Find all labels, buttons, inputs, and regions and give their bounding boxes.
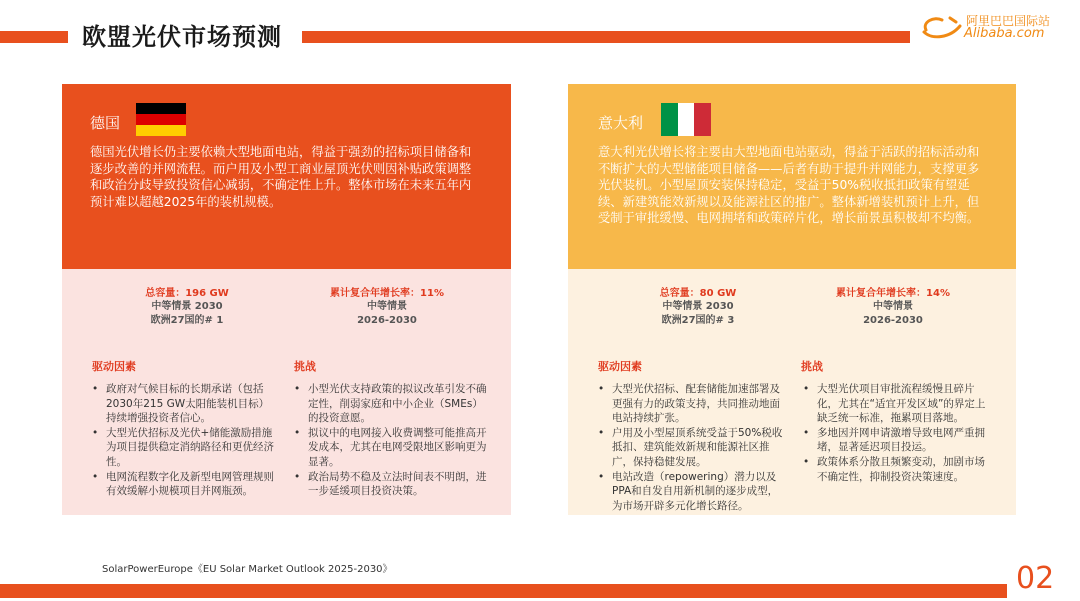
germany-drivers-list — [90, 382, 278, 499]
italy-card-body — [568, 269, 1016, 515]
stat-capacity: 总容量：196 GW — [145, 288, 229, 299]
stat-scenario: 中等情景 — [873, 301, 913, 313]
list-item: • 大型光伏项目审批流程缓慢且碎片化，尤其在“适宜开发区域”的界定上缺乏统一标准，拖累项目落地。 — [801, 382, 993, 426]
source-citation: SolarPowerEurope《EU Solar Market Outlook 2025-2030》 — [102, 564, 393, 575]
list-item: • 大型光伏招标及光伏+储能激励措施为项目提供稳定消纳路径和更优经济性。 — [90, 426, 278, 470]
alibaba-smile-icon — [920, 14, 964, 40]
italy-capacity-stat — [648, 287, 748, 327]
footer-accent-bar — [0, 584, 1007, 598]
list-item: • 拟议中的电网接入收费调整可能推高开发成本，尤其在电网受限地区影响更为显著。 — [292, 426, 487, 470]
germany-description: 德国光伏增长仍主要依赖大型地面电站，得益于强劲的招标项目储备和逐步改善的并网流程。而户用及小型工商业屋顶光伏则因补贴政策调整和政治分歧导致投资信心减弱，不确定性上升。整体市场在未来五年内预计难以超越2025年的装机规模。 — [90, 145, 472, 209]
germany-drivers-title: 驱动因素 — [92, 360, 136, 373]
stat-rank: 欧洲27国的# 1 — [150, 314, 224, 326]
italy-card — [568, 84, 1016, 515]
list-item: • 大型光伏招标、配套储能加速部署及更强有力的政策支持，共同推动地面电站持续扩张。 — [596, 382, 788, 426]
title-accent-bar-right — [302, 31, 910, 43]
germany-flag-icon — [136, 103, 186, 136]
stat-period: 2026-2030 — [357, 314, 417, 326]
list-item: • 户用及小型屋顶系统受益于50%税收抵扣、建筑能效新规和能源社区推广，保持稳健发展。 — [596, 426, 788, 470]
list-item: • 多地因并网申请激增导致电网严重拥堵，显著延迟项目投运。 — [801, 426, 993, 455]
germany-challenges-title: 挑战 — [294, 360, 316, 373]
list-item: • 政治局势不稳及立法时间表不明朗，进一步延缓项目投资决策。 — [292, 470, 487, 499]
stat-capacity: 总容量：80 GW — [659, 288, 737, 299]
list-item: • 电网流程数字化及新型电网管理规则有效缓解小规模项目并网瓶颈。 — [90, 470, 278, 499]
list-item: • 电站改造（repowering）潜力以及PPA和自发自用新机制的逐步成型，为市场开辟多元化增长路径。 — [596, 470, 788, 514]
germany-capacity-stat — [137, 287, 237, 327]
italy-drivers-title: 驱动因素 — [598, 360, 642, 373]
germany-card-header — [62, 84, 511, 269]
germany-challenges-list — [292, 382, 487, 499]
page-title: 欧盟光伏市场预测 — [82, 23, 282, 51]
germany-cagr-stat — [317, 287, 457, 327]
italy-card-header — [568, 84, 1016, 269]
stat-scenario: 中等情景 2030 — [151, 301, 223, 313]
list-item: • 政策体系分散且频繁变动，加剧市场不确定性，抑制投资决策速度。 — [801, 455, 993, 484]
list-item: • 政府对气候目标的长期承诺（包括2030年215 GW太阳能装机目标）持续增强投资者信心。 — [90, 382, 278, 426]
stat-cagr: 累计复合年增长率：14% — [836, 288, 950, 299]
stat-scenario: 中等情景 2030 — [662, 301, 734, 313]
logo-chinese-text: 阿里巴巴国际站 — [966, 14, 1051, 28]
stat-period: 2026-2030 — [863, 314, 923, 326]
stat-rank: 欧洲27国的# 3 — [661, 314, 735, 326]
stat-cagr: 累计复合年增长率：11% — [330, 288, 444, 299]
logo-english-text: Alibaba.com — [964, 26, 1045, 41]
italy-flag-icon — [661, 103, 711, 136]
page-number: 02 — [1016, 561, 1055, 596]
stat-scenario: 中等情景 — [367, 301, 407, 313]
alibaba-logo — [920, 12, 1070, 42]
list-item: • 小型光伏支持政策的拟议改革引发不确定性，削弱家庭和中小企业（SMEs）的投资意愿。 — [292, 382, 487, 426]
title-accent-bar-left — [0, 31, 68, 43]
italy-challenges-list — [801, 382, 993, 484]
country-name-italy: 意大利 — [598, 114, 644, 132]
italy-cagr-stat — [823, 287, 963, 327]
italy-drivers-list — [596, 382, 788, 513]
country-name-germany: 德国 — [90, 114, 121, 132]
germany-card-body — [62, 269, 511, 515]
germany-card — [62, 84, 511, 515]
italy-challenges-title: 挑战 — [801, 360, 823, 373]
italy-description: 意大利光伏增长将主要由大型地面电站驱动，得益于活跃的招标活动和不断扩大的大型储能项目储备——后者有助于提升并网能力，支撑更多光伏装机。小型屋顶安装保持稳定，受益于50%税收抵扣政策有望延续、新建筑能效新规以及能源社区的推广。整体新增装机预计上升，但受制于审批缓慢、电网拥堵和政策碎片化，增长前景虽积极却不均衡。 — [598, 145, 980, 225]
